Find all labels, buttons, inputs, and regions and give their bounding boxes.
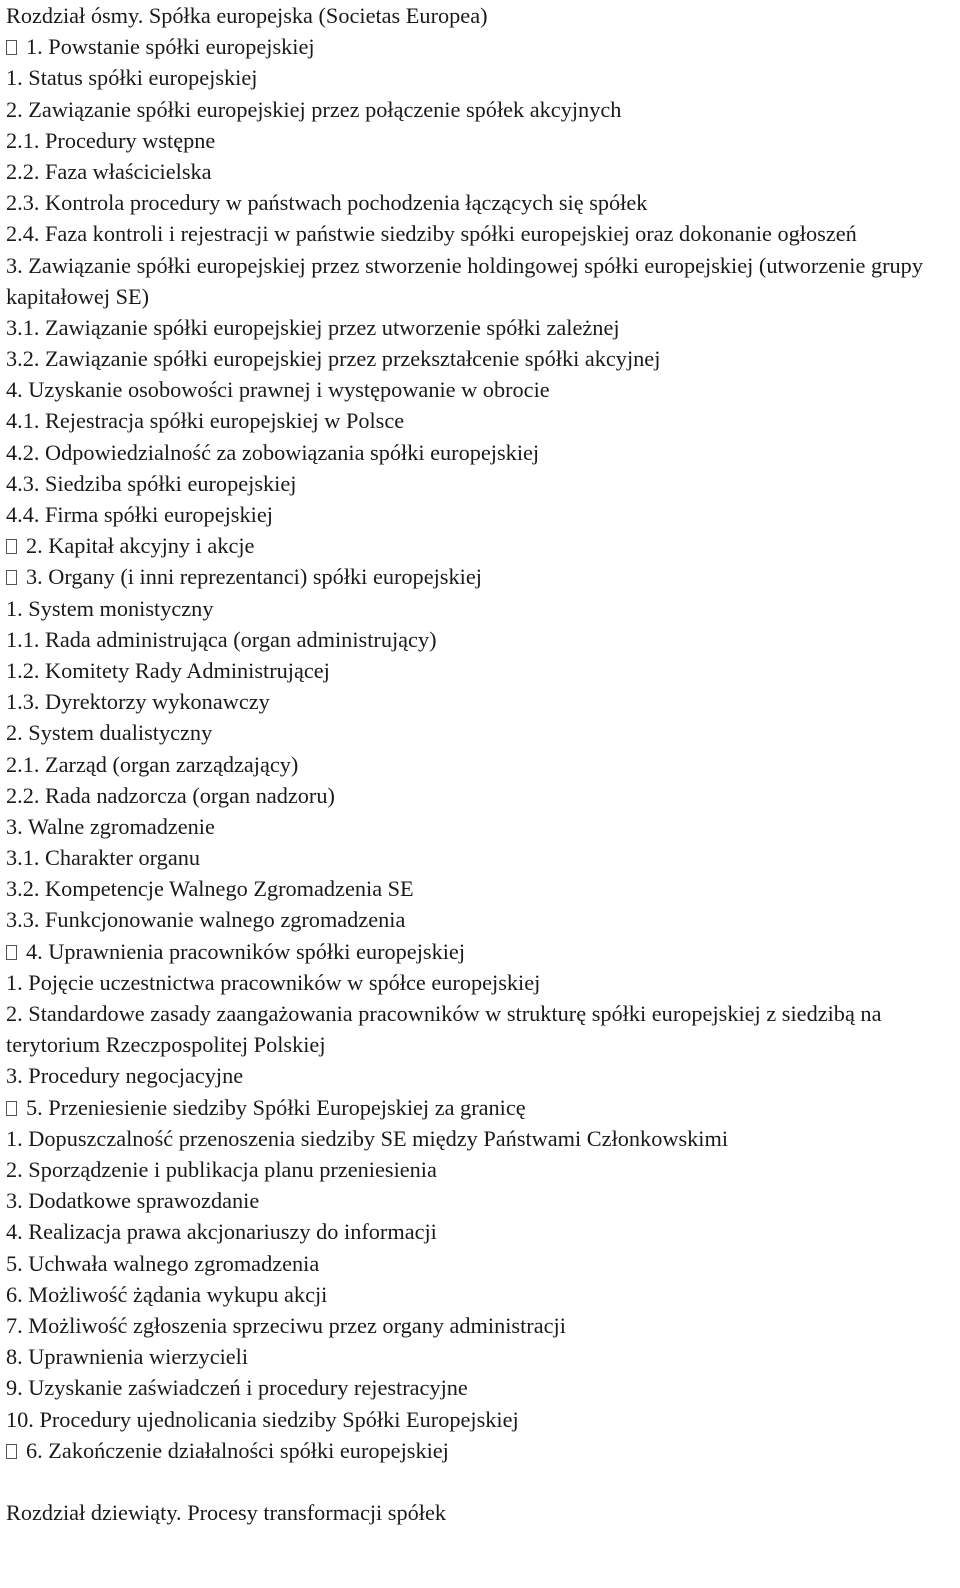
toc-item (6, 686, 956, 717)
toc-item-text: 1. Dopuszczalność przenoszenia siedziby SE między Państwami Członkowskimi (6, 1125, 729, 1151)
toc-item (6, 1372, 956, 1403)
toc-item (6, 1216, 956, 1247)
toc-item-text: 3.1. Charakter organu (6, 845, 201, 871)
toc-item (6, 780, 956, 811)
toc-item-text: 4. Realizacja prawa akcjonariuszy do informacji (6, 1219, 437, 1245)
toc-item-text: 2. Kapitał akcyjny i akcje (26, 533, 255, 559)
toc-item-text: 4. Uzyskanie osobowości prawnej i występowanie w obrocie (6, 377, 550, 403)
missing-glyph-box-icon (6, 570, 17, 585)
toc-item-text: 1. Powstanie spółki europejskiej (26, 34, 315, 60)
toc-item (6, 1310, 956, 1341)
toc-item (6, 1404, 956, 1435)
toc-item (6, 904, 956, 935)
toc-item-text: 1. System monistyczny (6, 595, 214, 621)
table-of-contents (6, 31, 956, 1466)
toc-item (6, 218, 956, 249)
toc-item (6, 1060, 956, 1091)
toc-item (6, 156, 956, 187)
toc-item-text: 6. Zakończenie działalności spółki europejskiej (26, 1437, 449, 1463)
missing-glyph-box-icon (6, 1444, 17, 1459)
toc-item (6, 437, 956, 468)
toc-item-text: 2.2. Faza właścicielska (6, 158, 212, 184)
toc-item-text: 1. Status spółki europejskiej (6, 65, 258, 91)
toc-item-text: 2. Zawiązanie spółki europejskiej przez połączenie spółek akcyjnych (6, 96, 622, 122)
toc-section-item (6, 530, 956, 561)
toc-item (6, 842, 956, 873)
toc-item-text: 1.1. Rada administrująca (organ administrujący) (6, 626, 437, 652)
missing-glyph-box-icon (6, 539, 17, 554)
toc-item-text: 10. Procedury ujednolicania siedziby Spółki Europejskiej (6, 1406, 519, 1432)
toc-item (6, 1185, 956, 1216)
toc-item (6, 405, 956, 436)
toc-item (6, 811, 956, 842)
toc-item (6, 655, 956, 686)
toc-item-text: 3.2. Zawiązanie spółki europejskiej przez przekształcenie spółki akcyjnej (6, 346, 661, 372)
toc-item-text: 4.2. Odpowiedzialność za zobowiązania spółki europejskiej (6, 439, 540, 465)
toc-section-item (6, 1435, 956, 1466)
toc-item (6, 312, 956, 343)
toc-item-text: 4.3. Siedziba spółki europejskiej (6, 470, 297, 496)
toc-item (6, 125, 956, 156)
missing-glyph-box-icon (6, 40, 17, 55)
blank-line-spacer (6, 1466, 956, 1497)
document-page (6, 0, 956, 1528)
toc-item-text: 7. Możliwość zgłoszenia sprzeciwu przez organy administracji (6, 1312, 566, 1338)
toc-section-item (6, 561, 956, 592)
next-chapter-heading: Rozdział dziewiąty. Procesy transformacji spółek (6, 1500, 447, 1526)
missing-glyph-box-icon (6, 945, 17, 960)
toc-item (6, 624, 956, 655)
toc-item-text: 2.3. Kontrola procedury w państwach pochodzenia łączących się spółek (6, 190, 648, 216)
toc-item-text: 2.1. Zarząd (organ zarządzający) (6, 751, 299, 777)
toc-item-text: 3. Zawiązanie spółki europejskiej przez stworzenie holdingowej spółki europejskiej (utworzenie grupy kapitałowej SE) (6, 252, 923, 309)
toc-item-text: 2. System dualistyczny (6, 720, 213, 746)
toc-item-text: 1. Pojęcie uczestnictwa pracowników w spółce europejskiej (6, 969, 541, 995)
toc-item-text: 2.4. Faza kontroli i rejestracji w państwie siedziby spółki europejskiej oraz dokonanie ogłoszeń (6, 221, 857, 247)
toc-item (6, 1279, 956, 1310)
toc-item-text: 4. Uprawnienia pracowników spółki europejskiej (26, 938, 466, 964)
toc-item-text: 3. Walne zgromadzenie (6, 813, 215, 839)
toc-item (6, 1248, 956, 1279)
toc-item (6, 1341, 956, 1372)
toc-section-item (6, 31, 956, 62)
toc-item-text: 3. Dodatkowe sprawozdanie (6, 1188, 260, 1214)
toc-item-text: 3.2. Kompetencje Walnego Zgromadzenia SE (6, 876, 414, 902)
toc-item-text: 1.2. Komitety Rady Administrującej (6, 657, 330, 683)
toc-item (6, 343, 956, 374)
toc-item (6, 468, 956, 499)
toc-item-text: 5. Przeniesienie siedziby Spółki Europejskiej za granicę (26, 1094, 526, 1120)
toc-item-text: 4.1. Rejestracja spółki europejskiej w Polsce (6, 408, 405, 434)
toc-item-text: 3. Organy (i inni reprezentanci) spółki europejskiej (26, 564, 482, 590)
toc-item (6, 998, 956, 1060)
toc-section-item (6, 1092, 956, 1123)
toc-item-text: 3.3. Funkcjonowanie walnego zgromadzenia (6, 907, 406, 933)
toc-item-text: 1.3. Dyrektorzy wykonawczy (6, 689, 270, 715)
toc-item-text: 2. Sporządzenie i publikacja planu przeniesienia (6, 1157, 437, 1183)
chapter-heading: Rozdział ósmy. Spółka europejska (Societas Europea) (6, 3, 488, 28)
toc-item (6, 749, 956, 780)
toc-item-text: 2.2. Rada nadzorcza (organ nadzoru) (6, 782, 335, 808)
toc-item-text: 9. Uzyskanie zaświadczeń i procedury rejestracyjne (6, 1375, 468, 1401)
toc-item (6, 593, 956, 624)
toc-section-item (6, 936, 956, 967)
toc-item (6, 94, 956, 125)
toc-item-text: 3. Procedury negocjacyjne (6, 1063, 244, 1089)
toc-item (6, 250, 956, 312)
toc-item-text: 5. Uchwała walnego zgromadzenia (6, 1250, 320, 1276)
toc-item-text: 4.4. Firma spółki europejskiej (6, 502, 273, 528)
toc-item (6, 873, 956, 904)
toc-item (6, 1154, 956, 1185)
toc-item (6, 499, 956, 530)
toc-item-text: 2. Standardowe zasady zaangażowania pracowników w strukturę spółki europejskiej z siedzibą na terytorium Rzeczpospolitej Polskiej (6, 1001, 882, 1058)
toc-item (6, 62, 956, 93)
missing-glyph-box-icon (6, 1101, 17, 1116)
toc-item (6, 374, 956, 405)
toc-item (6, 187, 956, 218)
toc-item-text: 2.1. Procedury wstępne (6, 127, 216, 153)
toc-item (6, 717, 956, 748)
toc-item-text: 6. Możliwość żądania wykupu akcji (6, 1281, 328, 1307)
toc-item-text: 3.1. Zawiązanie spółki europejskiej przez utworzenie spółki zależnej (6, 314, 620, 340)
toc-item (6, 1123, 956, 1154)
toc-item (6, 967, 956, 998)
toc-item-text: 8. Uprawnienia wierzycieli (6, 1344, 249, 1370)
